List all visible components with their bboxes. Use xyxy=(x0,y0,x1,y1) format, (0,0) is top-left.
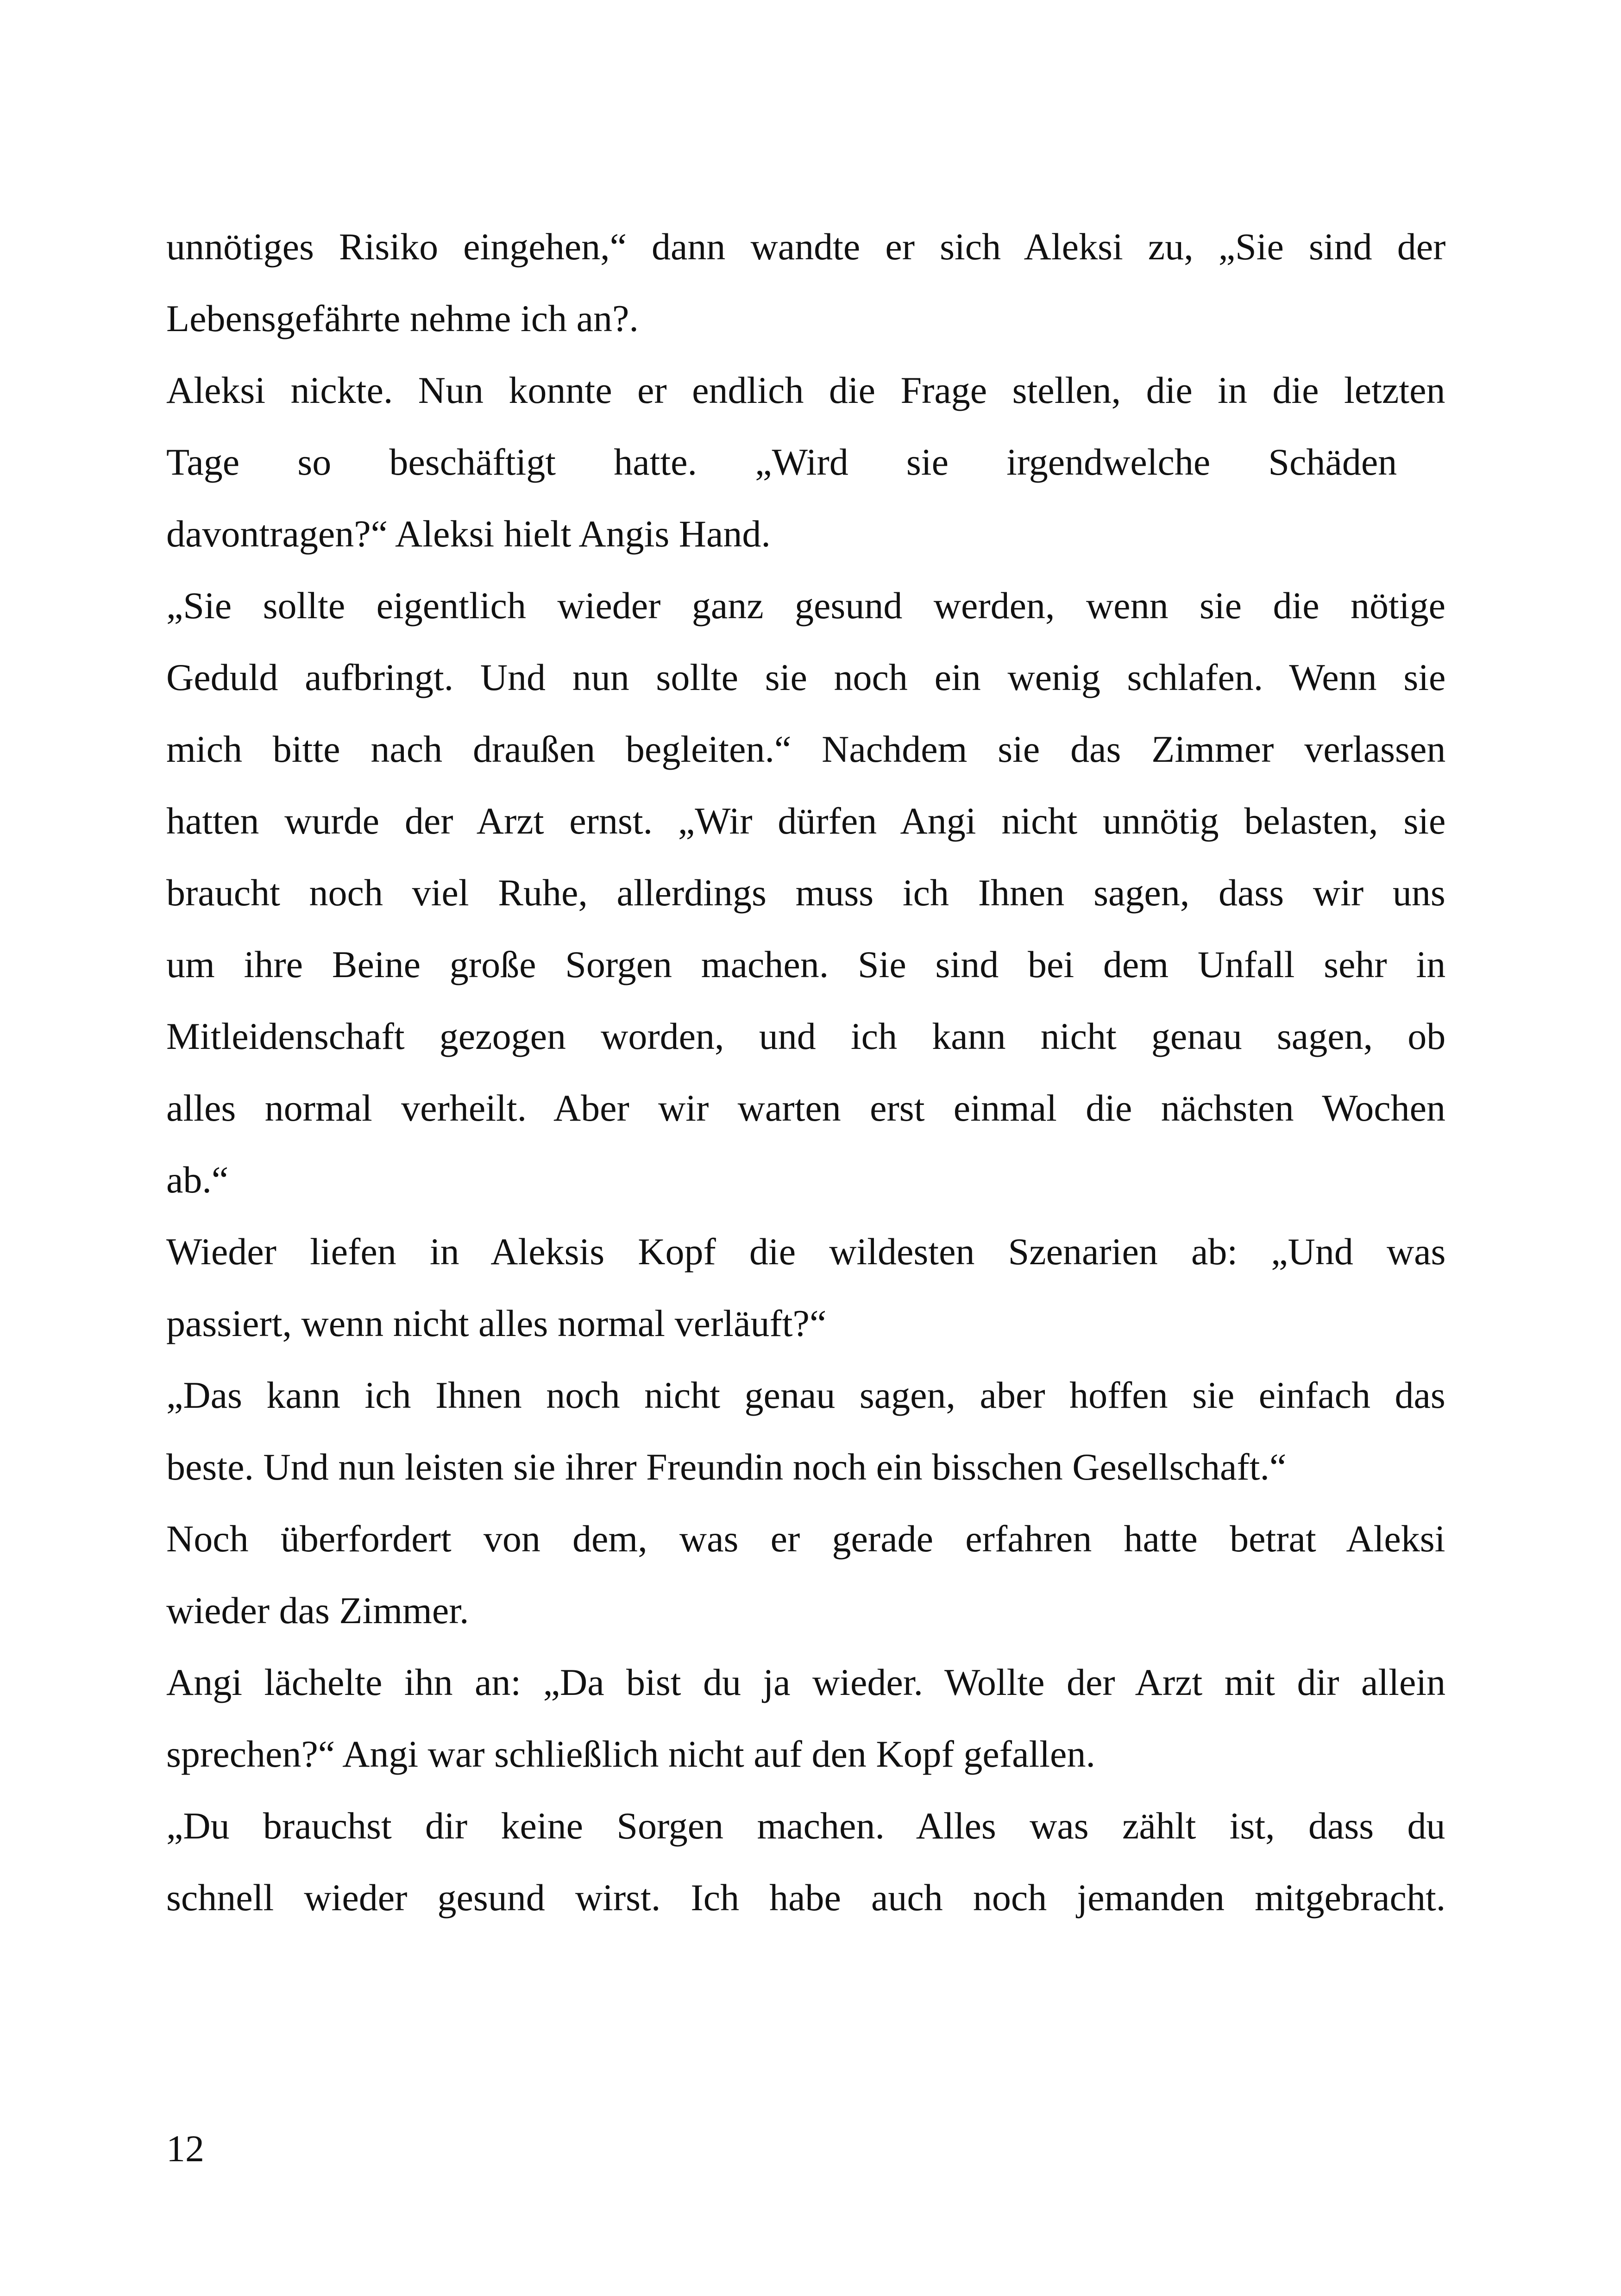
page-number: 12 xyxy=(166,2127,204,2170)
text-line: schnell wieder gesund wirst. Ich habe auch noch jemanden mitgebracht. xyxy=(166,1876,1446,1919)
text-line: Geduld aufbringt. Und nun sollte sie noch ein wenig schlafen. Wenn sie xyxy=(166,656,1446,698)
text-line: Mitleidenschaft gezogen worden, und ich kann nicht genau sagen, ob xyxy=(166,1015,1446,1057)
text-line: mich bitte nach draußen begleiten.“ Nachdem sie das Zimmer verlassen xyxy=(166,728,1446,770)
text-line: wieder das Zimmer. xyxy=(166,1589,469,1631)
text-line: braucht noch viel Ruhe, allerdings muss ich Ihnen sagen, dass wir uns xyxy=(166,872,1445,914)
text-line: sprechen?“ Angi war schließlich nicht auf den Kopf gefallen. xyxy=(166,1733,1095,1775)
text-line: Noch überfordert von dem, was er gerade erfahren hatte betrat Aleksi xyxy=(166,1518,1445,1560)
text-line: „Du brauchst dir keine Sorgen machen. Alles was zählt ist, dass du xyxy=(166,1805,1445,1847)
text-line: Wieder liefen in Aleksis Kopf die wildesten Szenarien ab: „Und was xyxy=(166,1230,1446,1273)
text-line: Angi lächelte ihn an: „Da bist du ja wieder. Wollte der Arzt mit dir allein xyxy=(166,1661,1446,1703)
text-line: alles normal verheilt. Aber wir warten erst einmal die nächsten Wochen xyxy=(166,1087,1446,1129)
text-line: um ihre Beine große Sorgen machen. Sie sind bei dem Unfall sehr in xyxy=(166,943,1446,985)
text-line: „Das kann ich Ihnen noch nicht genau sagen, aber hoffen sie einfach das xyxy=(166,1374,1445,1416)
text-line: hatten wurde der Arzt ernst. „Wir dürfen Angi nicht unnötig belasten, sie xyxy=(166,800,1446,842)
text-line: passiert, wenn nicht alles normal verläuft?“ xyxy=(166,1302,827,1344)
text-line: davontragen?“ Aleksi hielt Angis Hand. xyxy=(166,513,771,555)
text-line: Tage so beschäftigt hatte. „Wird sie irgendwelche Schäden xyxy=(166,441,1397,483)
text-line: beste. Und nun leisten sie ihrer Freundin noch ein bisschen Gesellschaft.“ xyxy=(166,1446,1287,1488)
text-line: „Sie sollte eigentlich wieder ganz gesund werden, wenn sie die nötige xyxy=(166,584,1445,627)
text-line: Lebensgefährte nehme ich an?. xyxy=(166,297,639,339)
text-line: ab.“ xyxy=(166,1159,229,1201)
body-text xyxy=(166,211,1445,1933)
text-line: Aleksi nickte. Nun konnte er endlich die Frage stellen, die in die letzten xyxy=(166,369,1445,411)
text-line: unnötiges Risiko eingehen,“ dann wandte er sich Aleksi zu, „Sie sind der xyxy=(166,226,1446,268)
